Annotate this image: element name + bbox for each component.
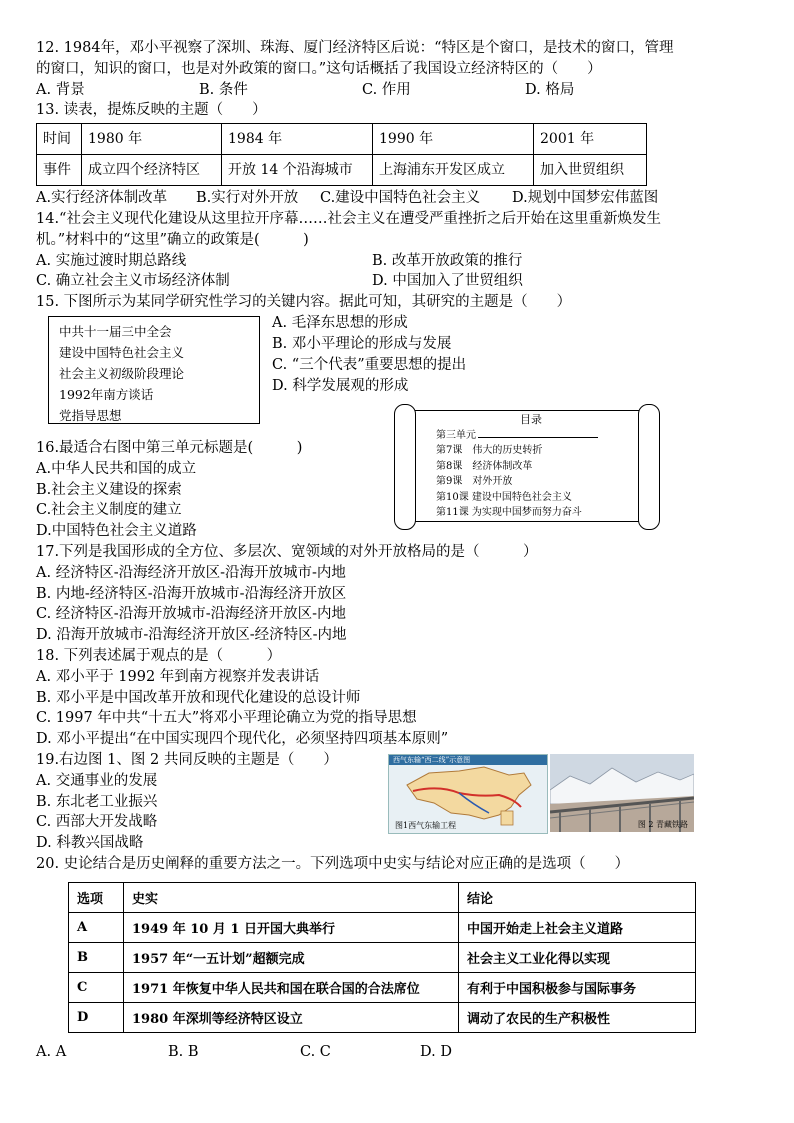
table-header: 史实 (124, 883, 459, 913)
table-cell: 中国开始走上社会主义道路 (459, 913, 696, 943)
q15-box-line: 建设中国特色社会主义 (59, 345, 185, 360)
q20-option-b[interactable]: B. B (168, 1044, 199, 1060)
q13-option-a[interactable]: A.实行经济体制改革 (36, 190, 168, 207)
fig1-caption: 图1西气东输工程 (395, 821, 457, 830)
fig2-qinghai-tibet-railway-photo (550, 754, 694, 832)
q12-options (36, 80, 758, 101)
q15-option-d[interactable]: D. 科学发展观的形成 (272, 378, 409, 394)
table-cell: B (69, 943, 124, 973)
q15-box-line: 中共十一届三中全会 (59, 324, 172, 339)
table-cell: 1949 年 10 月 1 日开国大典举行 (124, 913, 459, 943)
fig2-caption: 图 2 青藏铁路 (637, 820, 688, 829)
toc-lesson: 第10课 建设中国特色社会主义 (436, 491, 572, 503)
table-cell: 1957 年“一五计划”超额完成 (124, 943, 459, 973)
toc-lesson: 第8课 经济体制改革 (436, 460, 533, 472)
q17-option-b[interactable]: B. 内地-经济特区-沿海开放城市-沿海经济开放区 (36, 585, 347, 602)
q15-box-line: 社会主义初级阶段理论 (59, 366, 185, 381)
q19-stem: 19.右边图 1、图 2 共同反映的主题是（ ） (36, 751, 338, 768)
table-cell: 1980 年深圳等经济特区设立 (124, 1003, 459, 1033)
q20-table (68, 882, 696, 1033)
fig1-title: 西气东输“西二线”示意图 (393, 756, 471, 764)
q13-options (36, 188, 758, 209)
q16-stem: 16.最适合右图中第三单元标题是( ) (36, 440, 303, 456)
q19-option-c[interactable]: C. 西部大开发战略 (36, 814, 158, 831)
table-cell: A (69, 913, 124, 943)
table-header: 结论 (459, 883, 696, 913)
table-cell: 社会主义工业化得以实现 (459, 943, 696, 973)
table-cell: 1984 年 (222, 124, 373, 155)
table-cell: 时间 (37, 124, 82, 155)
q14-option-a[interactable]: A. 实施过渡时期总路线 (36, 252, 187, 269)
q18-option-c[interactable]: C. 1997 年中共“十五大”将邓小平理论确立为党的指导思想 (36, 710, 417, 727)
toc-lesson: 第11课 为实现中国梦而努力奋斗 (436, 507, 582, 518)
q20-options (36, 1042, 452, 1063)
q12-option-c[interactable]: C. 作用 (362, 81, 411, 98)
q19-option-b[interactable]: B. 东北老工业振兴 (36, 793, 158, 810)
table-cell: 开放 14 个沿海城市 (222, 155, 373, 186)
q15-option-b[interactable]: B. 邓小平理论的形成与发展 (272, 336, 452, 352)
q13-table (36, 123, 647, 186)
table-cell: 1990 年 (373, 124, 534, 155)
q14-option-d[interactable]: D. 中国加入了世贸组织 (372, 273, 523, 290)
q18-option-a[interactable]: A. 邓小平于 1992 年到南方视察并发表讲话 (36, 668, 320, 685)
q15-stem: 15. 下图所示为某同学研究性学习的关键内容。据此可知，其研究的主题是（ ） (36, 294, 572, 311)
q20-stem: 20. 史论结合是历史阐释的重要方法之一。下列选项中史实与结论对应正确的是选项（ ） (36, 855, 630, 872)
q15-box-line: 1992年南方谈话 (59, 387, 154, 402)
fig1-west-east-gas-map (388, 754, 548, 834)
table-row (69, 913, 696, 943)
table-cell: C (69, 973, 124, 1003)
table-cell: 1971 年恢复中华人民共和国在联合国的合法席位 (124, 973, 459, 1003)
q17-option-c[interactable]: C. 经济特区-沿海开放城市-沿海经济开放区-内地 (36, 606, 346, 623)
q19-option-a[interactable]: A. 交通事业的发展 (36, 772, 158, 789)
q18-stem: 18. 下列表述属于观点的是（ ） (36, 647, 282, 664)
table-cell: 1980 年 (82, 124, 222, 155)
q17-stem: 17.下列是我国形成的全方位、多层次、宽领域的对外开放格局的是（ ） (36, 543, 538, 560)
q12-option-b[interactable]: B. 条件 (199, 81, 248, 98)
q20-option-a[interactable]: A. A (36, 1044, 67, 1060)
q16-option-a[interactable]: A.中华人民共和国的成立 (36, 460, 197, 477)
q16-option-b[interactable]: B.社会主义建设的探索 (36, 481, 182, 498)
toc-unit: 第三单元 (436, 428, 626, 444)
table-row (69, 973, 696, 1003)
toc-title: 目录 (520, 413, 542, 426)
exam-page (36, 38, 758, 313)
table-row (69, 943, 696, 973)
table-cell: 事件 (37, 155, 82, 186)
q19-figures (388, 754, 694, 832)
q14-option-b[interactable]: B. 改革开放政策的推行 (372, 252, 523, 269)
q13-option-b[interactable]: B.实行对外开放 (196, 190, 299, 207)
table-cell: 有利于中国积极参与国际事务 (459, 973, 696, 1003)
q12-stem-line1: 12. 1984年，邓小平视察了深圳、珠海、厦门经济特区后说：“特区是个窗口，是技术的窗口，管理 (36, 40, 674, 56)
q20-option-c[interactable]: C. C (300, 1044, 331, 1060)
q13-option-c[interactable]: C.建设中国特色社会主义 (320, 190, 481, 207)
q14-options-row1 (36, 251, 758, 272)
q18-option-b[interactable]: B. 邓小平是中国改革开放和现代化建设的总设计师 (36, 689, 361, 706)
q18-option-d[interactable]: D. 邓小平提出“在中国实现四个现代化，必须坚持四项基本原则” (36, 731, 449, 748)
q19-option-d[interactable]: D. 科教兴国战略 (36, 835, 144, 852)
table-cell: 加入世贸组织 (534, 155, 647, 186)
table-header: 选项 (69, 883, 124, 913)
q12-option-d[interactable]: D. 格局 (525, 81, 575, 98)
q16-option-c[interactable]: C.社会主义制度的建立 (36, 502, 182, 519)
q13-stem: 13. 读表，提炼反映的主题（ ） (36, 102, 267, 119)
table-cell: 成立四个经济特区 (82, 155, 222, 186)
q14-options-row2 (36, 271, 758, 292)
q15-options (272, 313, 466, 397)
q14-option-c[interactable]: C. 确立社会主义市场经济体制 (36, 273, 230, 290)
q20-option-d[interactable]: D. D (420, 1044, 452, 1060)
table-cell: 2001 年 (534, 124, 647, 155)
q14-stem-line2: 机。”材料中的“这里”确立的政策是( ) (36, 231, 309, 248)
table-cell: 调动了农民的生产积极性 (459, 1003, 696, 1033)
q15-option-c[interactable]: C. “三个代表”重要思想的提出 (272, 357, 467, 373)
q15-box-line: 党指导思想 (59, 408, 122, 423)
table-row (69, 883, 696, 913)
q17-option-d[interactable]: D. 沿海开放城市-沿海经济开放区-经济特区-内地 (36, 627, 347, 644)
q15-keyword-box (48, 316, 260, 424)
q15-option-a[interactable]: A. 毛泽东思想的形成 (272, 315, 408, 331)
q16-option-d[interactable]: D.中国特色社会主义道路 (36, 523, 197, 540)
scroll-roll-right (638, 404, 660, 530)
table-row (69, 1003, 696, 1033)
toc-lesson: 第9课 对外开放 (436, 476, 513, 487)
q14-stem-line1: 14.“社会主义现代化建设从这里拉开序幕……社会主义在遭受严重挫折之后开始在这里重新焕发生 (36, 210, 661, 227)
table-cell: D (69, 1003, 124, 1033)
table-row (37, 155, 647, 186)
table-row (37, 124, 647, 155)
toc-lesson: 第7课 伟大的历史转折 (436, 445, 543, 456)
q13-option-d[interactable]: D.规划中国梦宏伟蓝图 (512, 190, 659, 207)
q12-option-a[interactable]: A. 背景 (36, 81, 85, 98)
q17-option-a[interactable]: A. 经济特区-沿海经济开放区-沿海开放城市-内地 (36, 564, 346, 581)
q12-stem-line2: 的窗口，知识的窗口，也是对外政策的窗口。”这句话概括了我国设立经济特区的（ ） (36, 60, 602, 77)
table-cell: 上海浦东开发区成立 (373, 155, 534, 186)
